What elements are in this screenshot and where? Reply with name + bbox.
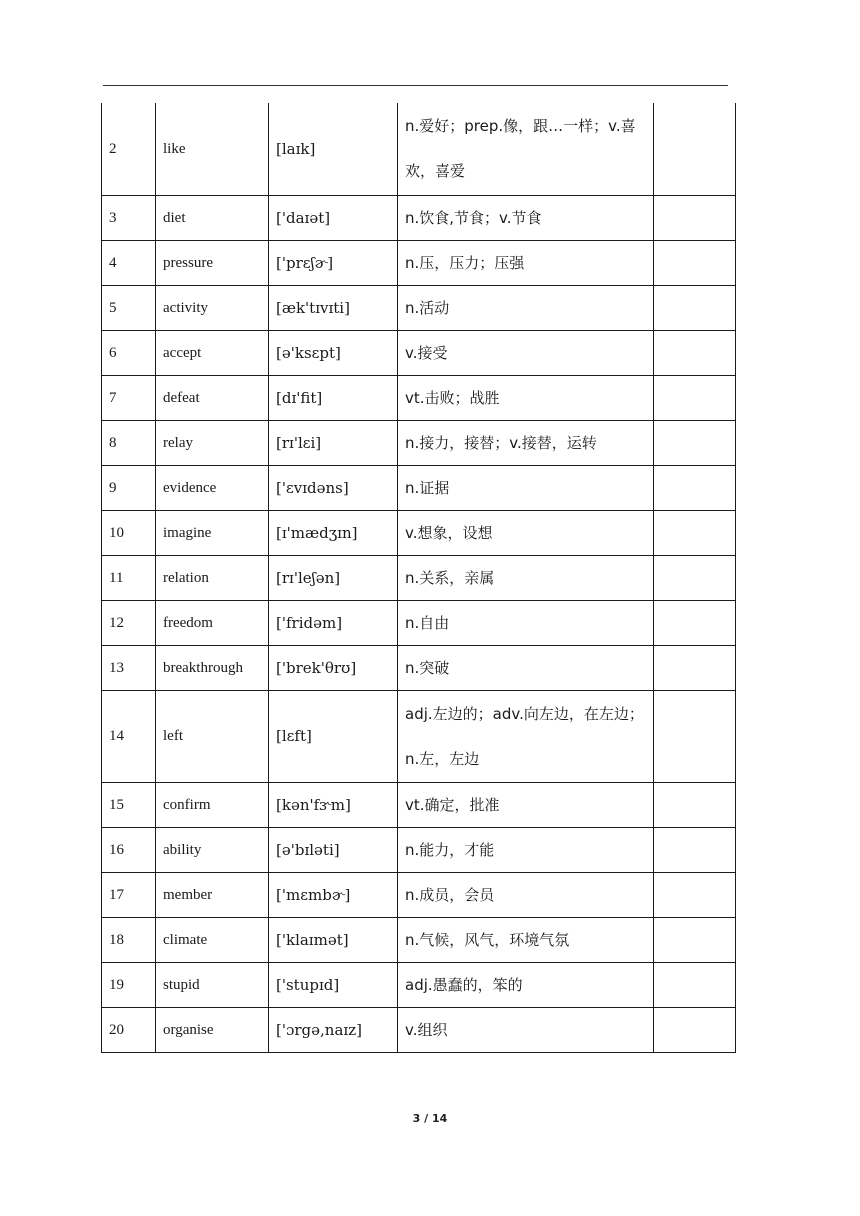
row-number: 16 (102, 827, 156, 872)
row-number: 2 (102, 103, 156, 195)
row-number: 19 (102, 962, 156, 1007)
row-number: 8 (102, 420, 156, 465)
table-row (102, 872, 736, 917)
row-note (654, 690, 736, 782)
table-row (102, 510, 736, 555)
row-note (654, 872, 736, 917)
row-number: 9 (102, 465, 156, 510)
row-word: ability (156, 827, 269, 872)
row-number: 15 (102, 782, 156, 827)
table-row (102, 240, 736, 285)
row-phonetic: [kən'fɝm] (269, 782, 398, 827)
row-note (654, 782, 736, 827)
row-note (654, 555, 736, 600)
row-note (654, 917, 736, 962)
row-phonetic: [ə'bɪləti] (269, 827, 398, 872)
row-note (654, 962, 736, 1007)
row-word: imagine (156, 510, 269, 555)
row-word: breakthrough (156, 645, 269, 690)
row-phonetic: [æk'tɪvɪti] (269, 285, 398, 330)
row-phonetic: [rɪ'leʃən] (269, 555, 398, 600)
row-meaning: v.组织 (398, 1007, 654, 1052)
row-meaning: n.突破 (398, 645, 654, 690)
row-number: 13 (102, 645, 156, 690)
table-row (102, 555, 736, 600)
row-note (654, 195, 736, 240)
row-phonetic: ['daɪət] (269, 195, 398, 240)
row-phonetic: ['ɔrgə,naɪz] (269, 1007, 398, 1052)
row-meaning: n.能力，才能 (398, 827, 654, 872)
row-meaning: n.关系，亲属 (398, 555, 654, 600)
table-row (102, 103, 736, 195)
row-note (654, 285, 736, 330)
row-note (654, 1007, 736, 1052)
vocabulary-table-body (102, 103, 736, 1052)
row-number: 4 (102, 240, 156, 285)
table-row (102, 375, 736, 420)
row-meaning: v.想象，设想 (398, 510, 654, 555)
row-meaning: n.证据 (398, 465, 654, 510)
row-word: accept (156, 330, 269, 375)
row-word: relay (156, 420, 269, 465)
row-phonetic: ['brek'θrʊ] (269, 645, 398, 690)
row-phonetic: ['ɛvɪdəns] (269, 465, 398, 510)
table-row (102, 420, 736, 465)
row-meaning: n.饮食,节食；v.节食 (398, 195, 654, 240)
row-word: activity (156, 285, 269, 330)
row-number: 20 (102, 1007, 156, 1052)
row-meaning: v.接受 (398, 330, 654, 375)
table-row (102, 782, 736, 827)
table-row (102, 645, 736, 690)
row-word: member (156, 872, 269, 917)
row-note (654, 103, 736, 195)
row-meaning: vt.确定，批准 (398, 782, 654, 827)
row-word: evidence (156, 465, 269, 510)
row-note (654, 465, 736, 510)
table-row (102, 1007, 736, 1052)
row-word: relation (156, 555, 269, 600)
row-number: 6 (102, 330, 156, 375)
page-number: 3 / 14 (412, 1112, 448, 1125)
row-word: pressure (156, 240, 269, 285)
row-number: 3 (102, 195, 156, 240)
row-phonetic: [ə'ksɛpt] (269, 330, 398, 375)
row-number: 5 (102, 285, 156, 330)
row-number: 12 (102, 600, 156, 645)
row-number: 18 (102, 917, 156, 962)
row-meaning: n.成员，会员 (398, 872, 654, 917)
table-row (102, 465, 736, 510)
row-word: climate (156, 917, 269, 962)
table-row (102, 330, 736, 375)
row-meaning: n.活动 (398, 285, 654, 330)
row-phonetic: [laɪk] (269, 103, 398, 195)
row-phonetic: ['klaɪmət] (269, 917, 398, 962)
row-word: diet (156, 195, 269, 240)
row-note (654, 330, 736, 375)
row-word: like (156, 103, 269, 195)
row-phonetic: [lɛft] (269, 690, 398, 782)
row-note (654, 827, 736, 872)
table-row (102, 917, 736, 962)
row-phonetic: [dɪ'fit] (269, 375, 398, 420)
row-meaning: adj.左边的；adv.向左边，在左边；n.左，左边 (398, 690, 654, 782)
row-phonetic: ['prɛʃɚ] (269, 240, 398, 285)
row-phonetic: [rɪ'lɛi] (269, 420, 398, 465)
row-phonetic: ['fridəm] (269, 600, 398, 645)
row-note (654, 375, 736, 420)
table-row (102, 285, 736, 330)
row-meaning: n.自由 (398, 600, 654, 645)
row-phonetic: [ɪ'mædʒɪn] (269, 510, 398, 555)
row-phonetic: ['stupɪd] (269, 962, 398, 1007)
row-word: left (156, 690, 269, 782)
vocabulary-table (101, 103, 736, 1053)
row-word: defeat (156, 375, 269, 420)
table-row (102, 195, 736, 240)
row-word: freedom (156, 600, 269, 645)
table-row (102, 600, 736, 645)
row-note (654, 510, 736, 555)
row-phonetic: ['mɛmbɚ] (269, 872, 398, 917)
row-number: 14 (102, 690, 156, 782)
row-number: 10 (102, 510, 156, 555)
row-meaning: vt.击败；战胜 (398, 375, 654, 420)
row-number: 17 (102, 872, 156, 917)
row-meaning: n.接力，接替；v.接替，运转 (398, 420, 654, 465)
table-row (102, 827, 736, 872)
row-word: confirm (156, 782, 269, 827)
table-row (102, 690, 736, 782)
row-meaning: n.压，压力；压强 (398, 240, 654, 285)
row-meaning: n.爱好；prep.像，跟…一样；v.喜欢，喜爱 (398, 103, 654, 195)
table-row (102, 962, 736, 1007)
row-meaning: adj.愚蠢的，笨的 (398, 962, 654, 1007)
header-rule (103, 85, 728, 86)
row-note (654, 600, 736, 645)
row-word: organise (156, 1007, 269, 1052)
row-note (654, 420, 736, 465)
row-note (654, 645, 736, 690)
row-word: stupid (156, 962, 269, 1007)
row-number: 11 (102, 555, 156, 600)
row-note (654, 240, 736, 285)
row-meaning: n.气候，风气，环境气氛 (398, 917, 654, 962)
row-number: 7 (102, 375, 156, 420)
